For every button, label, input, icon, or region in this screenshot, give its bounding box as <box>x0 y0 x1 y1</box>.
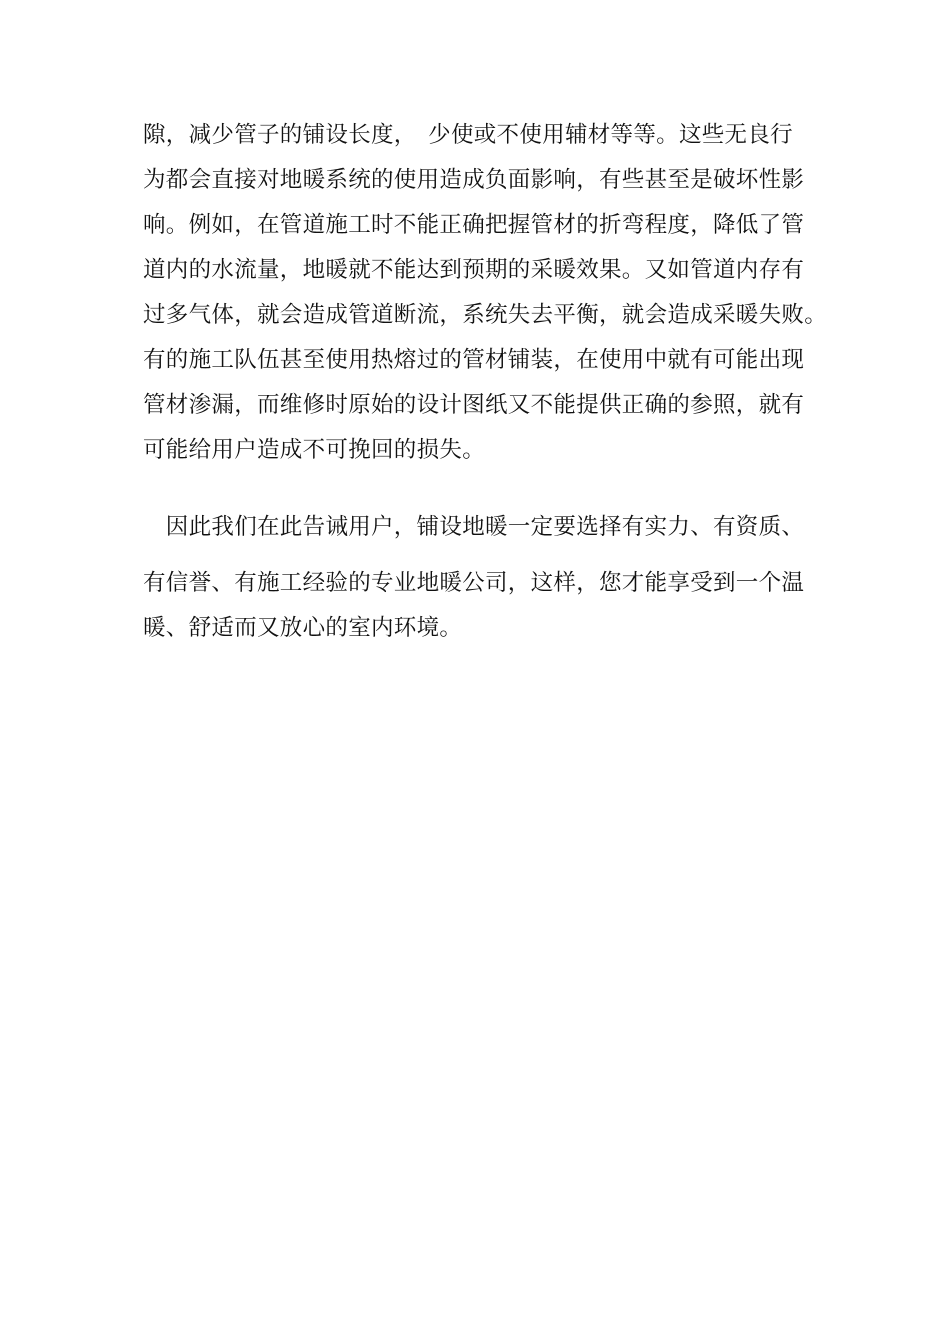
paragraph-line: 因此我们在此告诫用户，铺设地暖一定要选择有实力、有资质、 <box>143 514 805 540</box>
paragraph-line: 隙，减少管子的铺设长度， 少使或不使用辅材等等。这些无良行 <box>143 122 793 148</box>
paragraph-line: 为都会直接对地暖系统的使用造成负面影响，有些甚至是破坏性影 <box>143 167 805 193</box>
paragraph-line: 暖、舒适而又放心的室内环境。 <box>143 615 463 641</box>
paragraph-line: 可能给用户造成不可挽回的损失。 <box>143 437 486 463</box>
paragraph-line: 道内的水流量，地暖就不能达到预期的采暖效果。又如管道内存有 <box>143 257 805 283</box>
paragraph-line: 响。例如，在管道施工时不能正确把握管材的折弯程度，降低了管 <box>143 212 805 238</box>
paragraph-line: 管材渗漏，而维修时原始的设计图纸又不能提供正确的参照，就有 <box>143 392 805 418</box>
paragraph-line: 有信誉、有施工经验的专业地暖公司，这样，您才能享受到一个温 <box>143 570 805 596</box>
paragraph-line: 过多气体，就会造成管道断流，系统失去平衡，就会造成采暖失败。 <box>143 302 828 328</box>
paragraph-line: 有的施工队伍甚至使用热熔过的管材铺装，在使用中就有可能出现 <box>143 347 805 373</box>
